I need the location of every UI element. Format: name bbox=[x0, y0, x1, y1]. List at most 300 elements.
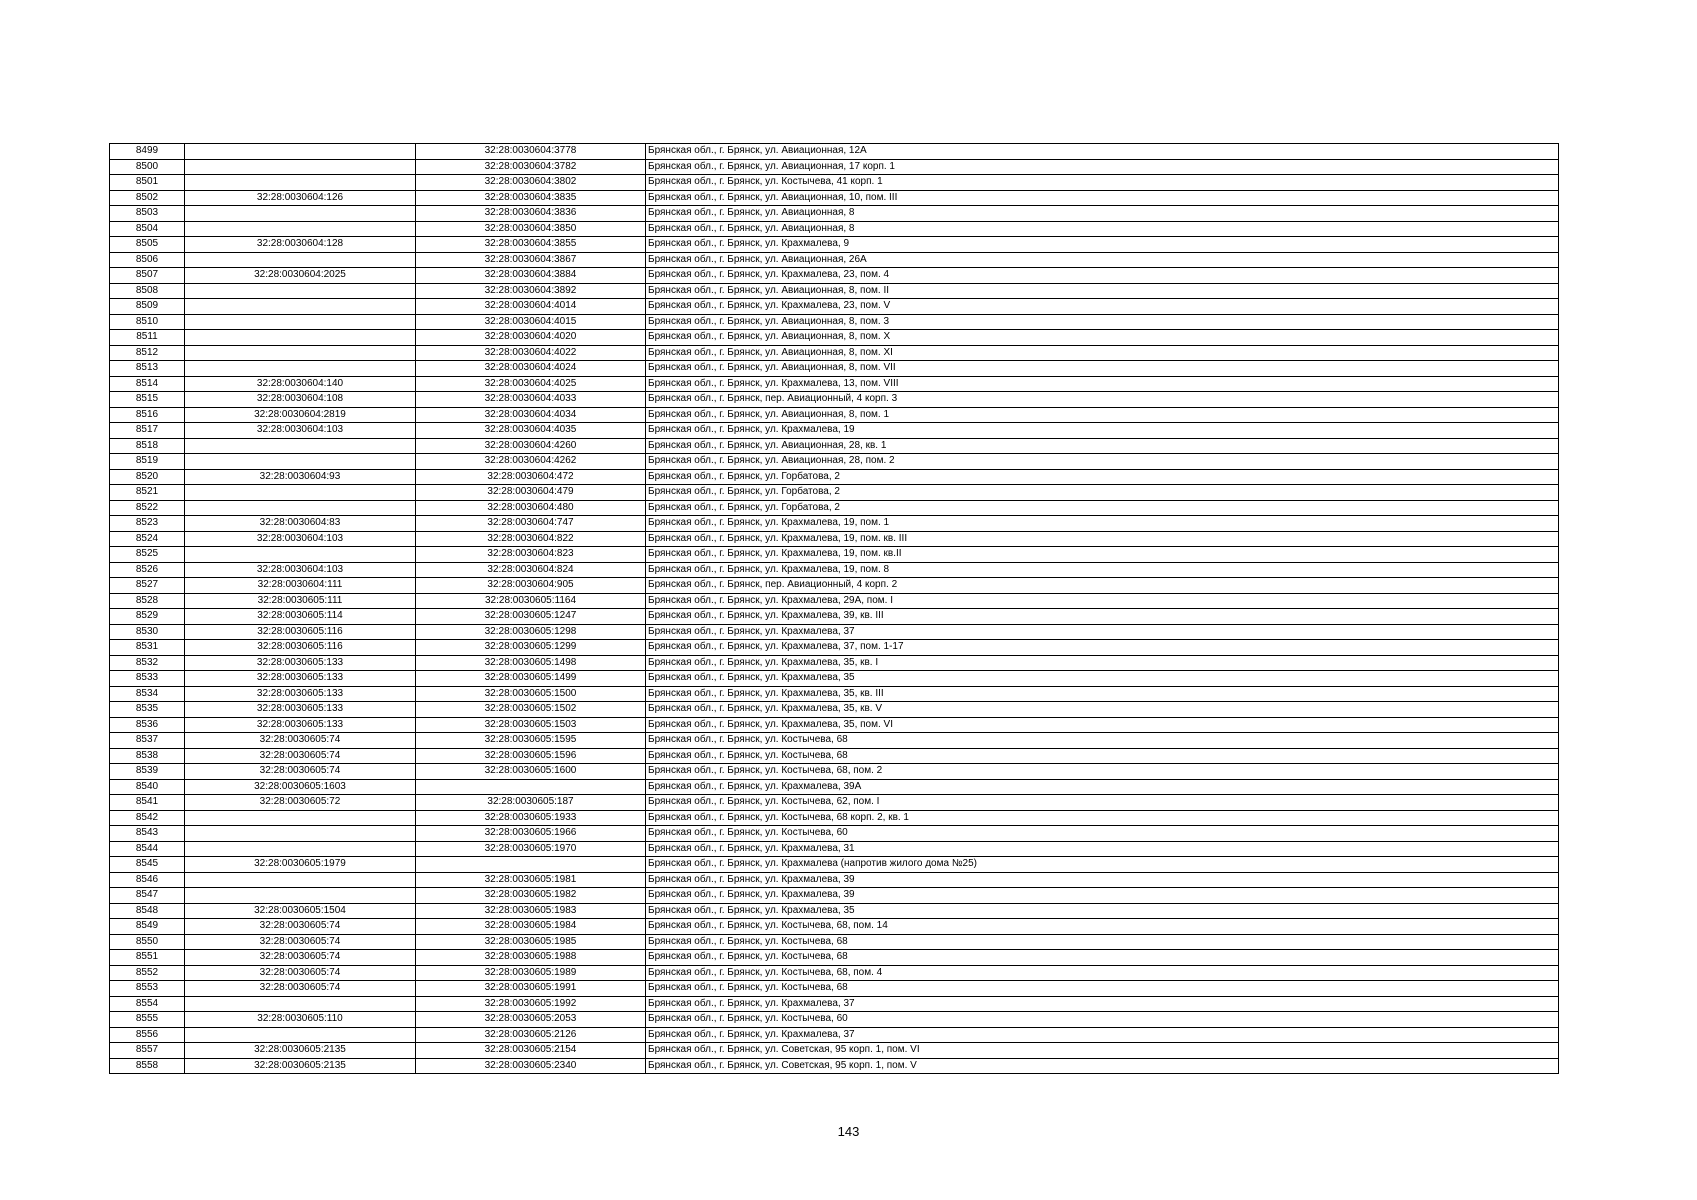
address-cell: Брянская обл., г. Брянск, ул. Костычева, 68 bbox=[646, 934, 1559, 950]
parent-cadastral-number-cell: 32:28:0030605:133 bbox=[185, 702, 416, 718]
parent-cadastral-number-cell: 32:28:0030605:133 bbox=[185, 671, 416, 687]
row-number-cell: 8543 bbox=[110, 826, 185, 842]
address-cell: Брянская обл., г. Брянск, ул. Авиационная, 8, пом. XI bbox=[646, 345, 1559, 361]
address-cell: Брянская обл., г. Брянск, ул. Авиационная, 8, пом. VII bbox=[646, 361, 1559, 377]
cadastral-number-cell: 32:28:0030604:4015 bbox=[416, 314, 646, 330]
address-cell: Брянская обл., г. Брянск, ул. Костычева, 68 корп. 2, кв. 1 bbox=[646, 810, 1559, 826]
parent-cadastral-number-cell: 32:28:0030605:2135 bbox=[185, 1043, 416, 1059]
table-row bbox=[110, 779, 1559, 795]
table-row bbox=[110, 609, 1559, 625]
address-cell: Брянская обл., г. Брянск, ул. Авиационная, 8, пом. X bbox=[646, 330, 1559, 346]
table-row bbox=[110, 578, 1559, 594]
parent-cadastral-number-cell: 32:28:0030605:116 bbox=[185, 640, 416, 656]
row-number-cell: 8513 bbox=[110, 361, 185, 377]
parent-cadastral-number-cell: 32:28:0030604:83 bbox=[185, 516, 416, 532]
address-cell: Брянская обл., г. Брянск, ул. Крахмалева, 37, пом. 1-17 bbox=[646, 640, 1559, 656]
row-number-cell: 8551 bbox=[110, 950, 185, 966]
table-row bbox=[110, 299, 1559, 315]
table-row bbox=[110, 686, 1559, 702]
cadastral-number-cell: 32:28:0030605:1247 bbox=[416, 609, 646, 625]
cadastral-number-cell: 32:28:0030604:3884 bbox=[416, 268, 646, 284]
parent-cadastral-number-cell: 32:28:0030605:74 bbox=[185, 950, 416, 966]
cadastral-number-cell: 32:28:0030604:479 bbox=[416, 485, 646, 501]
cadastral-number-cell: 32:28:0030605:2154 bbox=[416, 1043, 646, 1059]
parent-cadastral-number-cell: 32:28:0030605:110 bbox=[185, 1012, 416, 1028]
row-number-cell: 8528 bbox=[110, 593, 185, 609]
address-cell: Брянская обл., г. Брянск, ул. Авиационная, 8 bbox=[646, 221, 1559, 237]
parent-cadastral-number-cell bbox=[185, 283, 416, 299]
cadastral-number-cell: 32:28:0030605:187 bbox=[416, 795, 646, 811]
parent-cadastral-number-cell: 32:28:0030605:133 bbox=[185, 655, 416, 671]
row-number-cell: 8510 bbox=[110, 314, 185, 330]
cadastral-number-cell: 32:28:0030604:3782 bbox=[416, 159, 646, 175]
table-row bbox=[110, 1043, 1559, 1059]
parent-cadastral-number-cell: 32:28:0030605:133 bbox=[185, 717, 416, 733]
row-number-cell: 8535 bbox=[110, 702, 185, 718]
address-cell: Брянская обл., г. Брянск, ул. Авиационная, 28, кв. 1 bbox=[646, 438, 1559, 454]
cadastral-number-cell: 32:28:0030605:2053 bbox=[416, 1012, 646, 1028]
row-number-cell: 8525 bbox=[110, 547, 185, 563]
address-cell: Брянская обл., г. Брянск, ул. Авиационная, 8, пом. II bbox=[646, 283, 1559, 299]
table-row bbox=[110, 376, 1559, 392]
row-number-cell: 8514 bbox=[110, 376, 185, 392]
row-number-cell: 8530 bbox=[110, 624, 185, 640]
address-cell: Брянская обл., г. Брянск, ул. Костычева, 68, пом. 14 bbox=[646, 919, 1559, 935]
parent-cadastral-number-cell: 32:28:0030604:108 bbox=[185, 392, 416, 408]
table-row bbox=[110, 671, 1559, 687]
parent-cadastral-number-cell bbox=[185, 841, 416, 857]
parent-cadastral-number-cell bbox=[185, 206, 416, 222]
row-number-cell: 8555 bbox=[110, 1012, 185, 1028]
row-number-cell: 8511 bbox=[110, 330, 185, 346]
cadastral-number-cell: 32:28:0030605:2340 bbox=[416, 1058, 646, 1074]
parent-cadastral-number-cell bbox=[185, 175, 416, 191]
parent-cadastral-number-cell bbox=[185, 299, 416, 315]
table-row bbox=[110, 872, 1559, 888]
table-row bbox=[110, 469, 1559, 485]
address-cell: Брянская обл., г. Брянск, ул. Крахмалева, 37 bbox=[646, 996, 1559, 1012]
parent-cadastral-number-cell bbox=[185, 826, 416, 842]
row-number-cell: 8557 bbox=[110, 1043, 185, 1059]
cadastral-number-cell: 32:28:0030605:1600 bbox=[416, 764, 646, 780]
address-cell: Брянская обл., г. Брянск, ул. Авиационная, 10, пом. III bbox=[646, 190, 1559, 206]
address-cell: Брянская обл., г. Брянск, ул. Горбатова, 2 bbox=[646, 485, 1559, 501]
parent-cadastral-number-cell bbox=[185, 1027, 416, 1043]
parent-cadastral-number-cell: 32:28:0030604:103 bbox=[185, 423, 416, 439]
address-cell: Брянская обл., г. Брянск, ул. Костычева, 68 bbox=[646, 748, 1559, 764]
row-number-cell: 8537 bbox=[110, 733, 185, 749]
row-number-cell: 8504 bbox=[110, 221, 185, 237]
address-cell: Брянская обл., г. Брянск, ул. Костычева, 60 bbox=[646, 1012, 1559, 1028]
table-row bbox=[110, 221, 1559, 237]
address-cell: Брянская обл., г. Брянск, ул. Крахмалева, 37 bbox=[646, 1027, 1559, 1043]
table-row bbox=[110, 485, 1559, 501]
table-row bbox=[110, 950, 1559, 966]
parent-cadastral-number-cell bbox=[185, 345, 416, 361]
parent-cadastral-number-cell: 32:28:0030605:74 bbox=[185, 919, 416, 935]
address-cell: Брянская обл., г. Брянск, ул. Авиационная, 26А bbox=[646, 252, 1559, 268]
table-row bbox=[110, 1027, 1559, 1043]
cadastral-number-cell: 32:28:0030604:472 bbox=[416, 469, 646, 485]
cadastral-number-cell: 32:28:0030605:1966 bbox=[416, 826, 646, 842]
row-number-cell: 8539 bbox=[110, 764, 185, 780]
table-row bbox=[110, 330, 1559, 346]
address-cell: Брянская обл., г. Брянск, ул. Горбатова, 2 bbox=[646, 469, 1559, 485]
cadastral-number-cell: 32:28:0030604:4020 bbox=[416, 330, 646, 346]
row-number-cell: 8536 bbox=[110, 717, 185, 733]
row-number-cell: 8508 bbox=[110, 283, 185, 299]
cadastral-number-cell: 32:28:0030605:1983 bbox=[416, 903, 646, 919]
row-number-cell: 8502 bbox=[110, 190, 185, 206]
parent-cadastral-number-cell bbox=[185, 314, 416, 330]
parent-cadastral-number-cell: 32:28:0030604:93 bbox=[185, 469, 416, 485]
table-row bbox=[110, 423, 1559, 439]
table-row bbox=[110, 361, 1559, 377]
cadastral-number-cell: 32:28:0030605:2126 bbox=[416, 1027, 646, 1043]
row-number-cell: 8533 bbox=[110, 671, 185, 687]
parent-cadastral-number-cell: 32:28:0030604:140 bbox=[185, 376, 416, 392]
table-row bbox=[110, 826, 1559, 842]
address-cell: Брянская обл., г. Брянск, ул. Крахмалева, 31 bbox=[646, 841, 1559, 857]
table-row bbox=[110, 748, 1559, 764]
address-cell: Брянская обл., г. Брянск, ул. Крахмалева, 39А bbox=[646, 779, 1559, 795]
parent-cadastral-number-cell bbox=[185, 144, 416, 160]
row-number-cell: 8556 bbox=[110, 1027, 185, 1043]
address-cell: Брянская обл., г. Брянск, ул. Крахмалева, 23, пом. 4 bbox=[646, 268, 1559, 284]
address-cell: Брянская обл., г. Брянск, ул. Крахмалева, 19, пом. 8 bbox=[646, 562, 1559, 578]
table-row bbox=[110, 454, 1559, 470]
row-number-cell: 8544 bbox=[110, 841, 185, 857]
row-number-cell: 8545 bbox=[110, 857, 185, 873]
table-row bbox=[110, 655, 1559, 671]
cadastral-number-cell: 32:28:0030605:1298 bbox=[416, 624, 646, 640]
parent-cadastral-number-cell: 32:28:0030605:74 bbox=[185, 981, 416, 997]
table-row bbox=[110, 438, 1559, 454]
table-row bbox=[110, 919, 1559, 935]
row-number-cell: 8547 bbox=[110, 888, 185, 904]
row-number-cell: 8532 bbox=[110, 655, 185, 671]
cadastral-number-cell: 32:28:0030605:1984 bbox=[416, 919, 646, 935]
row-number-cell: 8516 bbox=[110, 407, 185, 423]
row-number-cell: 8519 bbox=[110, 454, 185, 470]
table-row bbox=[110, 159, 1559, 175]
cadastral-number-cell: 32:28:0030605:1596 bbox=[416, 748, 646, 764]
parent-cadastral-number-cell bbox=[185, 996, 416, 1012]
address-cell: Брянская обл., г. Брянск, ул. Авиационная, 12А bbox=[646, 144, 1559, 160]
address-cell: Брянская обл., г. Брянск, ул. Советская, 95 корп. 1, пом. VI bbox=[646, 1043, 1559, 1059]
parent-cadastral-number-cell: 32:28:0030605:74 bbox=[185, 748, 416, 764]
cadastral-number-cell bbox=[416, 779, 646, 795]
cadastral-number-cell: 32:28:0030604:3855 bbox=[416, 237, 646, 253]
registry-table-body bbox=[110, 144, 1559, 1074]
table-row bbox=[110, 314, 1559, 330]
row-number-cell: 8524 bbox=[110, 531, 185, 547]
cadastral-number-cell: 32:28:0030605:1992 bbox=[416, 996, 646, 1012]
address-cell: Брянская обл., г. Брянск, ул. Крахмалева, 35 bbox=[646, 903, 1559, 919]
parent-cadastral-number-cell: 32:28:0030605:74 bbox=[185, 965, 416, 981]
row-number-cell: 8499 bbox=[110, 144, 185, 160]
table-row bbox=[110, 640, 1559, 656]
row-number-cell: 8521 bbox=[110, 485, 185, 501]
cadastral-number-cell: 32:28:0030605:1991 bbox=[416, 981, 646, 997]
row-number-cell: 8527 bbox=[110, 578, 185, 594]
cadastral-number-cell: 32:28:0030604:4024 bbox=[416, 361, 646, 377]
address-cell: Брянская обл., г. Брянск, ул. Авиационная, 8, пом. 3 bbox=[646, 314, 1559, 330]
table-row bbox=[110, 392, 1559, 408]
row-number-cell: 8522 bbox=[110, 500, 185, 516]
parent-cadastral-number-cell bbox=[185, 330, 416, 346]
page-number: 143 bbox=[837, 1124, 860, 1139]
parent-cadastral-number-cell: 32:28:0030605:74 bbox=[185, 733, 416, 749]
parent-cadastral-number-cell: 32:28:0030604:126 bbox=[185, 190, 416, 206]
table-row bbox=[110, 733, 1559, 749]
address-cell: Брянская обл., г. Брянск, ул. Крахмалева, 19, пом. кв.II bbox=[646, 547, 1559, 563]
table-row bbox=[110, 500, 1559, 516]
cadastral-number-cell: 32:28:0030604:4014 bbox=[416, 299, 646, 315]
parent-cadastral-number-cell bbox=[185, 361, 416, 377]
parent-cadastral-number-cell bbox=[185, 547, 416, 563]
address-cell: Брянская обл., г. Брянск, ул. Крахмалева, 29А, пом. I bbox=[646, 593, 1559, 609]
table-row bbox=[110, 717, 1559, 733]
cadastral-number-cell: 32:28:0030605:1985 bbox=[416, 934, 646, 950]
row-number-cell: 8540 bbox=[110, 779, 185, 795]
address-cell: Брянская обл., г. Брянск, ул. Авиационная, 8 bbox=[646, 206, 1559, 222]
table-row bbox=[110, 516, 1559, 532]
table-row bbox=[110, 252, 1559, 268]
cadastral-number-cell: 32:28:0030604:4262 bbox=[416, 454, 646, 470]
parent-cadastral-number-cell: 32:28:0030605:114 bbox=[185, 609, 416, 625]
cadastral-number-cell: 32:28:0030605:1933 bbox=[416, 810, 646, 826]
table-row bbox=[110, 857, 1559, 873]
table-row bbox=[110, 268, 1559, 284]
parent-cadastral-number-cell: 32:28:0030605:116 bbox=[185, 624, 416, 640]
table-row bbox=[110, 841, 1559, 857]
row-number-cell: 8558 bbox=[110, 1058, 185, 1074]
address-cell: Брянская обл., г. Брянск, ул. Костычева, 68, пом. 4 bbox=[646, 965, 1559, 981]
address-cell: Брянская обл., г. Брянск, ул. Костычева, 68 bbox=[646, 981, 1559, 997]
row-number-cell: 8509 bbox=[110, 299, 185, 315]
table-row bbox=[110, 981, 1559, 997]
address-cell: Брянская обл., г. Брянск, ул. Крахмалева, 35, пом. VI bbox=[646, 717, 1559, 733]
cadastral-number-cell: 32:28:0030604:4033 bbox=[416, 392, 646, 408]
parent-cadastral-number-cell: 32:28:0030605:74 bbox=[185, 934, 416, 950]
cadastral-number-cell: 32:28:0030605:1498 bbox=[416, 655, 646, 671]
parent-cadastral-number-cell: 32:28:0030605:133 bbox=[185, 686, 416, 702]
table-row bbox=[110, 1058, 1559, 1074]
address-cell: Брянская обл., г. Брянск, ул. Крахмалева, 19, пом. кв. III bbox=[646, 531, 1559, 547]
parent-cadastral-number-cell bbox=[185, 872, 416, 888]
cadastral-number-cell: 32:28:0030604:480 bbox=[416, 500, 646, 516]
parent-cadastral-number-cell bbox=[185, 159, 416, 175]
address-cell: Брянская обл., г. Брянск, ул. Костычева, 60 bbox=[646, 826, 1559, 842]
row-number-cell: 8503 bbox=[110, 206, 185, 222]
cadastral-number-cell: 32:28:0030604:4025 bbox=[416, 376, 646, 392]
row-number-cell: 8523 bbox=[110, 516, 185, 532]
row-number-cell: 8500 bbox=[110, 159, 185, 175]
cadastral-number-cell: 32:28:0030604:4035 bbox=[416, 423, 646, 439]
row-number-cell: 8501 bbox=[110, 175, 185, 191]
address-cell: Брянская обл., г. Брянск, ул. Горбатова, 2 bbox=[646, 500, 1559, 516]
parent-cadastral-number-cell bbox=[185, 221, 416, 237]
parent-cadastral-number-cell bbox=[185, 500, 416, 516]
address-cell: Брянская обл., г. Брянск, ул. Крахмалева, 37 bbox=[646, 624, 1559, 640]
cadastral-number-cell: 32:28:0030605:1502 bbox=[416, 702, 646, 718]
table-row bbox=[110, 593, 1559, 609]
cadastral-number-cell: 32:28:0030604:747 bbox=[416, 516, 646, 532]
table-row bbox=[110, 903, 1559, 919]
cadastral-number-cell: 32:28:0030604:822 bbox=[416, 531, 646, 547]
address-cell: Брянская обл., г. Брянск, ул. Советская, 95 корп. 1, пом. V bbox=[646, 1058, 1559, 1074]
table-row bbox=[110, 562, 1559, 578]
cadastral-number-cell bbox=[416, 857, 646, 873]
cadastral-number-cell: 32:28:0030604:3867 bbox=[416, 252, 646, 268]
parent-cadastral-number-cell: 32:28:0030604:2025 bbox=[185, 268, 416, 284]
parent-cadastral-number-cell: 32:28:0030605:72 bbox=[185, 795, 416, 811]
row-number-cell: 8507 bbox=[110, 268, 185, 284]
row-number-cell: 8546 bbox=[110, 872, 185, 888]
row-number-cell: 8506 bbox=[110, 252, 185, 268]
table-row bbox=[110, 934, 1559, 950]
address-cell: Брянская обл., г. Брянск, ул. Крахмалева, 35, кв. I bbox=[646, 655, 1559, 671]
parent-cadastral-number-cell bbox=[185, 438, 416, 454]
address-cell: Брянская обл., г. Брянск, ул. Авиационная, 8, пом. 1 bbox=[646, 407, 1559, 423]
row-number-cell: 8553 bbox=[110, 981, 185, 997]
cadastral-number-cell: 32:28:0030605:1503 bbox=[416, 717, 646, 733]
row-number-cell: 8548 bbox=[110, 903, 185, 919]
address-cell: Брянская обл., г. Брянск, ул. Крахмалева, 39, кв. III bbox=[646, 609, 1559, 625]
parent-cadastral-number-cell: 32:28:0030604:128 bbox=[185, 237, 416, 253]
table-row bbox=[110, 1012, 1559, 1028]
table-row bbox=[110, 407, 1559, 423]
table-row bbox=[110, 702, 1559, 718]
address-cell: Брянская обл., г. Брянск, ул. Крахмалева, 9 bbox=[646, 237, 1559, 253]
registry-table bbox=[109, 143, 1559, 1074]
table-row bbox=[110, 965, 1559, 981]
row-number-cell: 8505 bbox=[110, 237, 185, 253]
address-cell: Брянская обл., г. Брянск, ул. Крахмалева, 35, кв. V bbox=[646, 702, 1559, 718]
address-cell: Брянская обл., г. Брянск, ул. Крахмалева, 39 bbox=[646, 888, 1559, 904]
cadastral-number-cell: 32:28:0030604:3802 bbox=[416, 175, 646, 191]
address-cell: Брянская обл., г. Брянск, ул. Костычева, 68 bbox=[646, 950, 1559, 966]
cadastral-number-cell: 32:28:0030604:4022 bbox=[416, 345, 646, 361]
address-cell: Брянская обл., г. Брянск, ул. Костычева, 68, пом. 2 bbox=[646, 764, 1559, 780]
address-cell: Брянская обл., г. Брянск, ул. Авиационная, 28, пом. 2 bbox=[646, 454, 1559, 470]
row-number-cell: 8515 bbox=[110, 392, 185, 408]
row-number-cell: 8549 bbox=[110, 919, 185, 935]
cadastral-number-cell: 32:28:0030605:1499 bbox=[416, 671, 646, 687]
address-cell: Брянская обл., г. Брянск, ул. Костычева, 41 корп. 1 bbox=[646, 175, 1559, 191]
table-row bbox=[110, 190, 1559, 206]
parent-cadastral-number-cell: 32:28:0030605:111 bbox=[185, 593, 416, 609]
parent-cadastral-number-cell: 32:28:0030604:103 bbox=[185, 562, 416, 578]
parent-cadastral-number-cell: 32:28:0030605:1603 bbox=[185, 779, 416, 795]
parent-cadastral-number-cell: 32:28:0030605:1979 bbox=[185, 857, 416, 873]
table-row bbox=[110, 996, 1559, 1012]
row-number-cell: 8554 bbox=[110, 996, 185, 1012]
parent-cadastral-number-cell bbox=[185, 252, 416, 268]
row-number-cell: 8552 bbox=[110, 965, 185, 981]
cadastral-number-cell: 32:28:0030604:3836 bbox=[416, 206, 646, 222]
address-cell: Брянская обл., г. Брянск, ул. Костычева, 62, пом. I bbox=[646, 795, 1559, 811]
cadastral-number-cell: 32:28:0030604:3778 bbox=[416, 144, 646, 160]
cadastral-number-cell: 32:28:0030604:4034 bbox=[416, 407, 646, 423]
row-number-cell: 8529 bbox=[110, 609, 185, 625]
table-row bbox=[110, 531, 1559, 547]
cadastral-number-cell: 32:28:0030604:824 bbox=[416, 562, 646, 578]
address-cell: Брянская обл., г. Брянск, ул. Крахмалева (напротив жилого дома №25) bbox=[646, 857, 1559, 873]
cadastral-number-cell: 32:28:0030605:1595 bbox=[416, 733, 646, 749]
address-cell: Брянская обл., г. Брянск, ул. Крахмалева, 35, кв. III bbox=[646, 686, 1559, 702]
address-cell: Брянская обл., г. Брянск, пер. Авиационный, 4 корп. 2 bbox=[646, 578, 1559, 594]
cadastral-number-cell: 32:28:0030605:1299 bbox=[416, 640, 646, 656]
cadastral-number-cell: 32:28:0030604:3835 bbox=[416, 190, 646, 206]
row-number-cell: 8512 bbox=[110, 345, 185, 361]
table-row bbox=[110, 547, 1559, 563]
row-number-cell: 8534 bbox=[110, 686, 185, 702]
address-cell: Брянская обл., г. Брянск, ул. Крахмалева, 23, пом. V bbox=[646, 299, 1559, 315]
row-number-cell: 8517 bbox=[110, 423, 185, 439]
row-number-cell: 8541 bbox=[110, 795, 185, 811]
table-row bbox=[110, 624, 1559, 640]
cadastral-number-cell: 32:28:0030604:823 bbox=[416, 547, 646, 563]
cadastral-number-cell: 32:28:0030604:3892 bbox=[416, 283, 646, 299]
cadastral-number-cell: 32:28:0030604:905 bbox=[416, 578, 646, 594]
parent-cadastral-number-cell bbox=[185, 888, 416, 904]
cadastral-number-cell: 32:28:0030605:1164 bbox=[416, 593, 646, 609]
row-number-cell: 8518 bbox=[110, 438, 185, 454]
parent-cadastral-number-cell bbox=[185, 810, 416, 826]
address-cell: Брянская обл., г. Брянск, ул. Крахмалева, 19 bbox=[646, 423, 1559, 439]
table-row bbox=[110, 144, 1559, 160]
parent-cadastral-number-cell bbox=[185, 454, 416, 470]
address-cell: Брянская обл., г. Брянск, ул. Костычева, 68 bbox=[646, 733, 1559, 749]
row-number-cell: 8542 bbox=[110, 810, 185, 826]
table-row bbox=[110, 206, 1559, 222]
row-number-cell: 8526 bbox=[110, 562, 185, 578]
parent-cadastral-number-cell bbox=[185, 485, 416, 501]
parent-cadastral-number-cell: 32:28:0030604:103 bbox=[185, 531, 416, 547]
row-number-cell: 8538 bbox=[110, 748, 185, 764]
parent-cadastral-number-cell: 32:28:0030605:74 bbox=[185, 764, 416, 780]
address-cell: Брянская обл., г. Брянск, пер. Авиационный, 4 корп. 3 bbox=[646, 392, 1559, 408]
table-row bbox=[110, 237, 1559, 253]
row-number-cell: 8520 bbox=[110, 469, 185, 485]
cadastral-number-cell: 32:28:0030605:1989 bbox=[416, 965, 646, 981]
address-cell: Брянская обл., г. Брянск, ул. Крахмалева, 19, пом. 1 bbox=[646, 516, 1559, 532]
row-number-cell: 8531 bbox=[110, 640, 185, 656]
address-cell: Брянская обл., г. Брянск, ул. Авиационная, 17 корп. 1 bbox=[646, 159, 1559, 175]
cadastral-number-cell: 32:28:0030605:1981 bbox=[416, 872, 646, 888]
table-row bbox=[110, 888, 1559, 904]
cadastral-number-cell: 32:28:0030604:4260 bbox=[416, 438, 646, 454]
table-row bbox=[110, 345, 1559, 361]
cadastral-number-cell: 32:28:0030605:1988 bbox=[416, 950, 646, 966]
parent-cadastral-number-cell: 32:28:0030604:111 bbox=[185, 578, 416, 594]
address-cell: Брянская обл., г. Брянск, ул. Крахмалева, 39 bbox=[646, 872, 1559, 888]
table-row bbox=[110, 810, 1559, 826]
cadastral-number-cell: 32:28:0030604:3850 bbox=[416, 221, 646, 237]
address-cell: Брянская обл., г. Брянск, ул. Крахмалева, 13, пом. VIII bbox=[646, 376, 1559, 392]
cadastral-number-cell: 32:28:0030605:1982 bbox=[416, 888, 646, 904]
row-number-cell: 8550 bbox=[110, 934, 185, 950]
table-row bbox=[110, 175, 1559, 191]
parent-cadastral-number-cell: 32:28:0030605:1504 bbox=[185, 903, 416, 919]
parent-cadastral-number-cell: 32:28:0030605:2135 bbox=[185, 1058, 416, 1074]
table-row bbox=[110, 764, 1559, 780]
table-row bbox=[110, 283, 1559, 299]
table-row bbox=[110, 795, 1559, 811]
address-cell: Брянская обл., г. Брянск, ул. Крахмалева, 35 bbox=[646, 671, 1559, 687]
